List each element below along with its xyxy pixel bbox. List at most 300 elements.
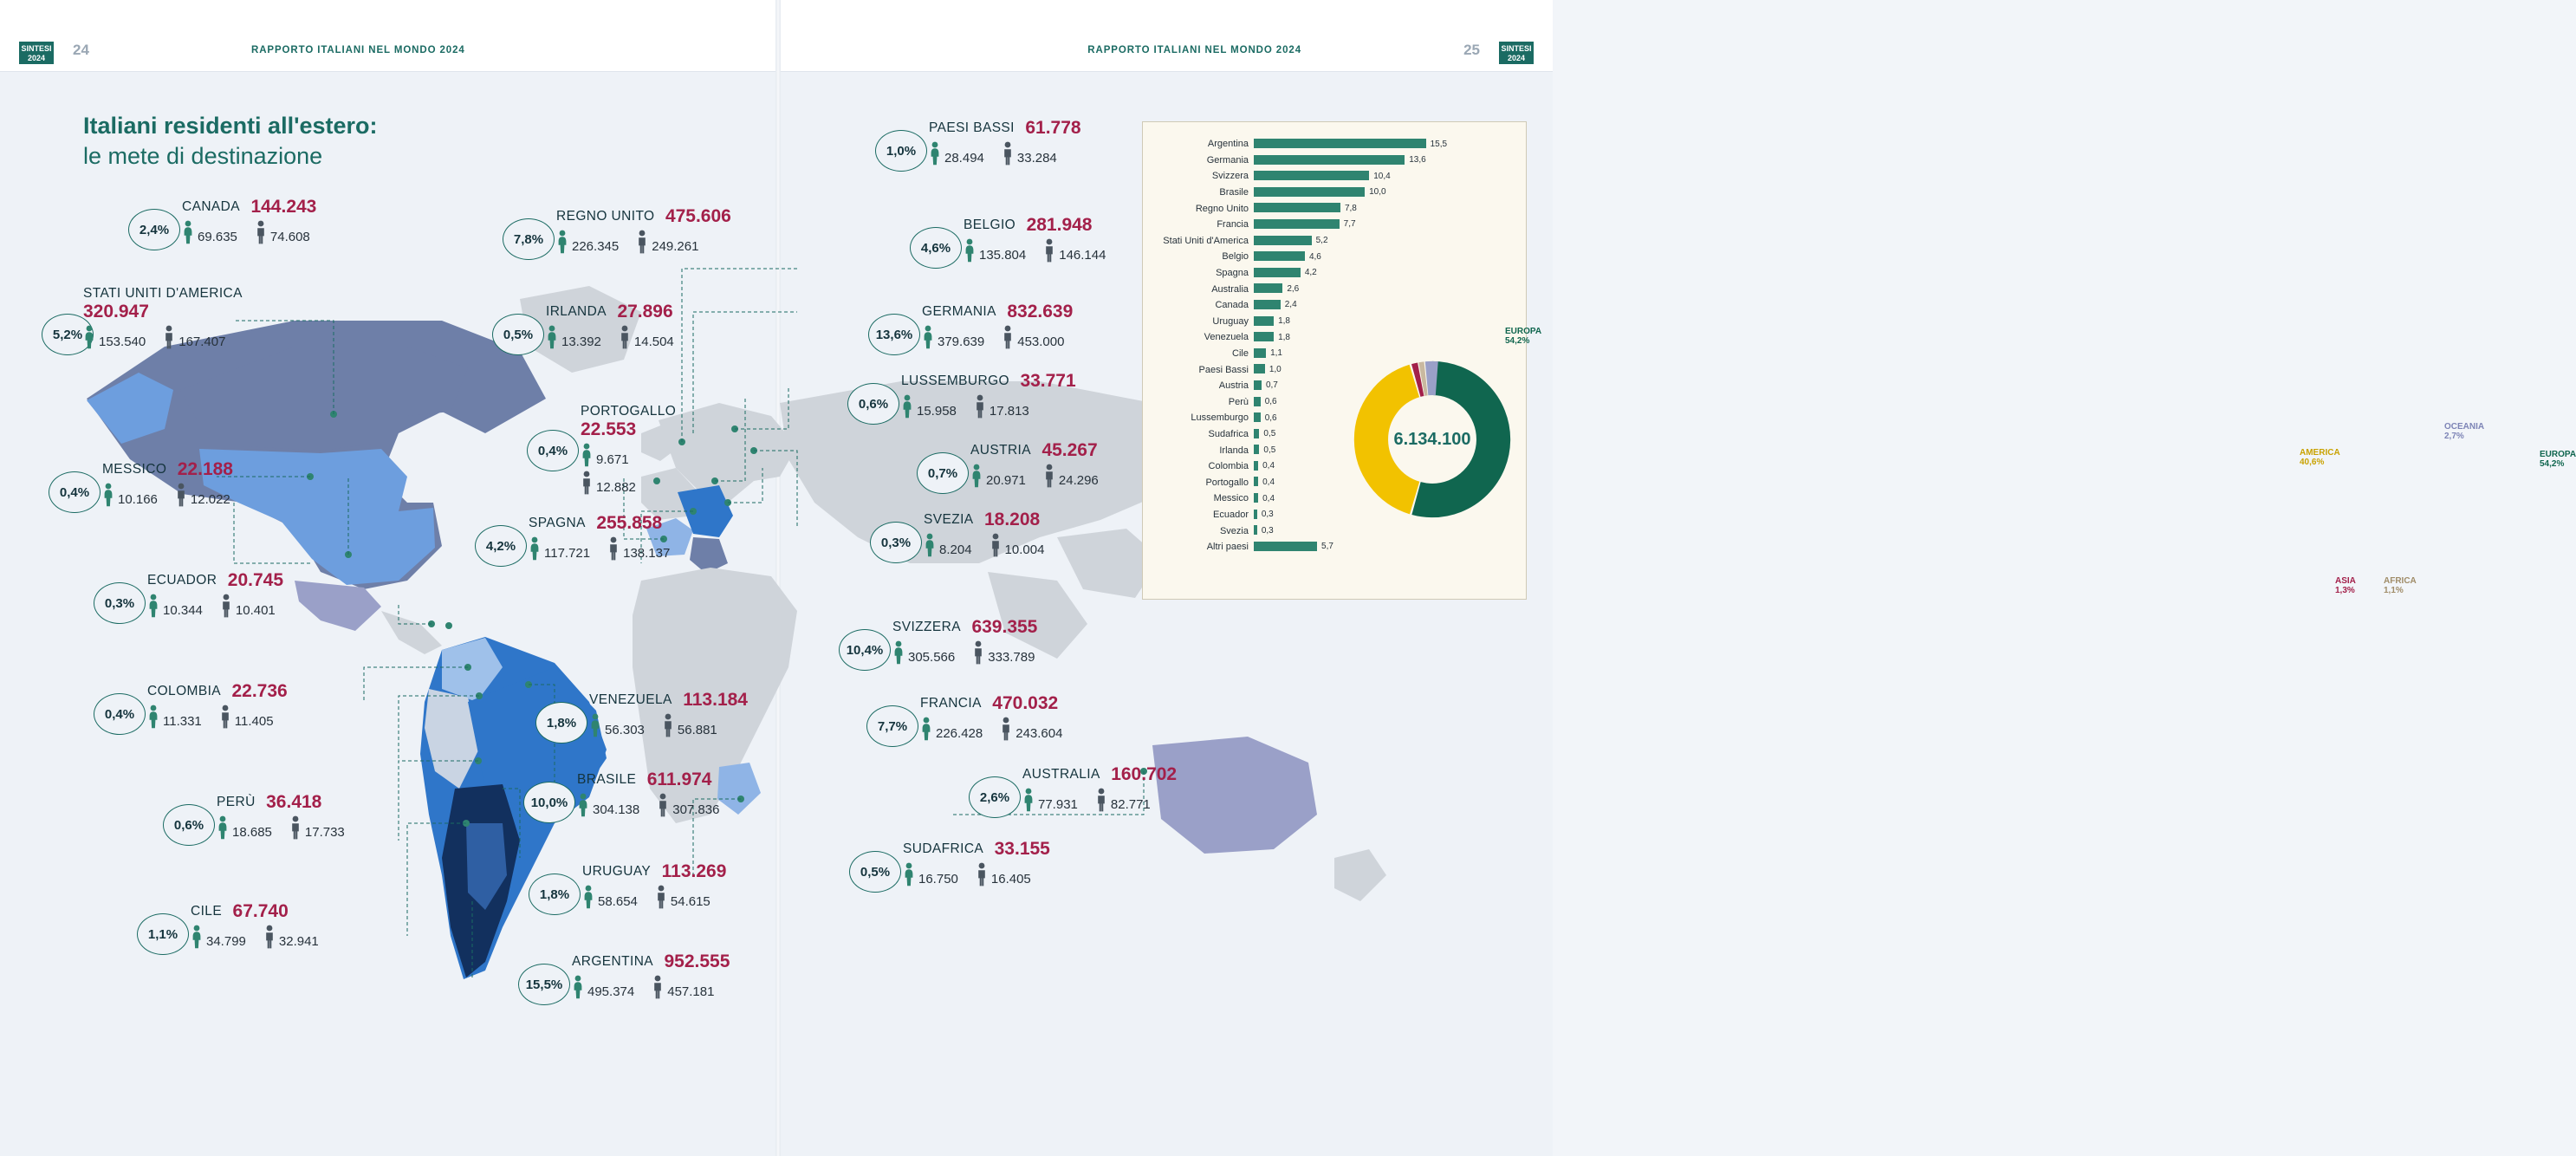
bar-value: 10,0 xyxy=(1369,187,1386,198)
bar-fill xyxy=(1254,300,1281,309)
bar-track xyxy=(1254,329,1519,346)
bar-row xyxy=(1155,233,1519,250)
callout-paesi-bassi-percent: 1,0% xyxy=(875,130,927,172)
bar-label: Venezuela xyxy=(1204,332,1249,343)
statistics-panel xyxy=(1142,121,2576,600)
callout-portogallo-total: 22.553 xyxy=(581,419,637,439)
bar-row xyxy=(1155,249,1519,265)
callout-canada-name: CANADA xyxy=(182,199,240,214)
bar-track xyxy=(1254,233,1519,250)
callout-sudafrica-men: 16.405 xyxy=(990,872,1031,886)
callout-lussemburgo-women: 15.958 xyxy=(917,404,957,419)
callout-svezia-men: 10.004 xyxy=(1004,542,1045,557)
man-icon xyxy=(1002,141,1014,166)
bar-fill xyxy=(1254,493,1258,503)
callout-portogallo-women: 9.671 xyxy=(596,452,629,467)
man-icon xyxy=(1000,717,1012,741)
callout-uruguay-women: 58.654 xyxy=(598,894,638,909)
callout-usa-women: 153.540 xyxy=(99,334,146,349)
callout-belgio-men: 146.144 xyxy=(1059,248,1106,263)
bar-track xyxy=(1254,297,1519,314)
bar-label: Canada xyxy=(1215,300,1249,311)
donut-label-africa xyxy=(2384,576,2417,595)
callout-australia-percent: 2,6% xyxy=(969,776,1021,818)
bar-value: 1,8 xyxy=(1278,316,1290,327)
logo-right-line2: 2024 xyxy=(1507,54,1526,62)
woman-icon xyxy=(182,220,194,244)
bar-fill xyxy=(1254,510,1257,519)
woman-icon xyxy=(191,925,203,949)
bar-label: Sudafrica xyxy=(1208,428,1249,439)
man-icon xyxy=(220,594,232,618)
bar-label: Lussemburgo xyxy=(1191,412,1249,424)
bar-value: 4,6 xyxy=(1308,251,1321,262)
callout-portogallo-percent: 0,4% xyxy=(527,430,579,471)
callout-lussemburgo-total: 33.771 xyxy=(1020,371,1076,391)
callout-australia-men: 82.771 xyxy=(1110,797,1151,812)
donut-label-oceania-name: OCEANIA xyxy=(2444,422,2485,432)
bar-label: Paesi Bassi xyxy=(1198,364,1249,375)
callout-cile-women: 34.799 xyxy=(206,934,246,949)
callout-colombia-name: COLOMBIA xyxy=(147,684,222,698)
bar-fill xyxy=(1254,412,1261,422)
man-icon xyxy=(255,220,267,244)
callout-irlanda-name: IRLANDA xyxy=(546,304,607,319)
bar-track xyxy=(1254,539,1519,555)
donut-total: 6.134.100 xyxy=(1393,429,1471,449)
callout-cile-percent: 1,1% xyxy=(137,913,189,955)
callout-uruguay-name: URUGUAY xyxy=(582,864,652,879)
callout-irlanda-percent: 0,5% xyxy=(492,314,544,355)
bar-fill xyxy=(1254,332,1274,341)
callout-usa-total: 320.947 xyxy=(83,302,149,321)
callout-cile-total: 67.740 xyxy=(232,901,289,921)
callout-peru-name: PERÙ xyxy=(217,795,256,809)
callout-colombia-men: 11.405 xyxy=(234,714,274,729)
bar-value: 0,5 xyxy=(1263,429,1276,439)
callout-paesi-bassi-men: 33.284 xyxy=(1016,151,1057,166)
bar-fill xyxy=(1254,348,1266,358)
callout-svizzera-name: SVIZZERA xyxy=(892,620,961,634)
callout-australia-women: 77.931 xyxy=(1038,797,1078,812)
page-number-right: 25 xyxy=(1463,42,1480,58)
bar-fill xyxy=(1254,542,1317,551)
callout-peru-percent: 0,6% xyxy=(163,804,215,846)
callout-francia-name: FRANCIA xyxy=(920,696,982,711)
bar-fill xyxy=(1254,364,1265,373)
callout-germania-total: 832.639 xyxy=(1007,302,1074,321)
callout-francia-men: 243.604 xyxy=(1015,726,1063,741)
bar-row xyxy=(1155,539,1519,555)
callout-argentina-percent: 15,5% xyxy=(518,964,570,1005)
callout-svezia-total: 18.208 xyxy=(983,510,1041,529)
callout-venezuela-name: VENEZUELA xyxy=(589,692,672,707)
bar-value: 4,2 xyxy=(1304,268,1317,278)
bar-row xyxy=(1155,217,1519,233)
woman-icon xyxy=(581,443,593,467)
page-title xyxy=(83,111,378,171)
bar-fill xyxy=(1254,461,1258,471)
man-icon xyxy=(219,705,231,729)
callout-messico-women: 10.166 xyxy=(118,492,158,507)
callout-spagna-percent: 4,2% xyxy=(475,525,527,567)
donut-label-oceania xyxy=(2444,422,2484,441)
bar-label: Regno Unito xyxy=(1195,203,1249,214)
donut-label-europa xyxy=(1505,327,1541,346)
callout-argentina-total: 952.555 xyxy=(664,951,730,971)
callout-sudafrica-percent: 0,5% xyxy=(849,851,901,893)
bar-track xyxy=(1254,523,1519,539)
bar-fill xyxy=(1254,445,1259,454)
callout-svezia-name: SVEZIA xyxy=(924,512,974,527)
bar-label: Belgio xyxy=(1222,251,1249,263)
bar-row xyxy=(1155,185,1519,201)
callout-svezia-women: 8.204 xyxy=(939,542,972,557)
woman-icon xyxy=(589,713,601,737)
bar-fill xyxy=(1254,187,1365,197)
continent-donut-chart xyxy=(1347,354,1517,524)
bar-label: Irlanda xyxy=(1219,445,1249,456)
bar-row xyxy=(1155,136,1519,153)
bar-fill xyxy=(1254,316,1274,326)
callout-spagna-women: 117.721 xyxy=(544,546,591,561)
callout-svizzera-women: 305.566 xyxy=(908,650,956,665)
logo-sintesi-left xyxy=(19,42,54,64)
bar-value: 15,5 xyxy=(1430,139,1448,149)
callout-austria-men: 24.296 xyxy=(1058,473,1099,488)
callout-belgio-women: 135.804 xyxy=(979,248,1027,263)
bar-fill xyxy=(1254,251,1305,261)
bar-track xyxy=(1254,314,1519,330)
bar-fill xyxy=(1254,397,1261,406)
callout-paesi-bassi-name: PAESI BASSI xyxy=(929,120,1015,135)
woman-icon xyxy=(922,325,934,349)
bar-label: Svezia xyxy=(1219,525,1249,536)
bar-row xyxy=(1155,265,1519,282)
man-icon xyxy=(972,640,984,665)
callout-sudafrica-total: 33.155 xyxy=(994,839,1050,859)
callout-brasile-women: 304.138 xyxy=(593,802,640,817)
woman-icon xyxy=(556,230,568,254)
callout-svizzera-percent: 10,4% xyxy=(839,629,891,671)
callout-venezuela-total: 113.184 xyxy=(683,690,748,710)
bar-track xyxy=(1254,217,1519,233)
donut-label-africa-value: 1,1% xyxy=(2384,586,2404,595)
bar-value: 2,4 xyxy=(1284,300,1297,310)
bar-fill xyxy=(1254,525,1257,535)
callout-usa-percent: 5,2% xyxy=(42,314,94,355)
bar-row xyxy=(1155,153,1519,169)
bar-label: Ecuador xyxy=(1213,509,1249,520)
man-icon xyxy=(655,885,667,909)
man-icon xyxy=(581,471,593,495)
woman-icon xyxy=(102,483,114,507)
bar-track xyxy=(1254,153,1519,169)
callout-venezuela-percent: 1,8% xyxy=(535,702,587,744)
bar-row xyxy=(1155,297,1519,314)
callout-germania-men: 453.000 xyxy=(1017,334,1065,349)
donut-label-europa-2 xyxy=(2540,450,2576,469)
man-icon xyxy=(1095,788,1107,812)
bar-fill xyxy=(1254,236,1312,245)
logo-sintesi-right xyxy=(1499,42,1534,64)
donut-label-america-name: AMERICA xyxy=(2300,448,2340,458)
donut-label-oceania-value: 2,7% xyxy=(2444,432,2464,441)
callout-sudafrica-women: 16.750 xyxy=(918,872,958,886)
man-icon xyxy=(636,230,648,254)
callout-colombia-percent: 0,4% xyxy=(94,693,146,735)
bar-label: Spagna xyxy=(1216,268,1249,279)
callout-brasile-total: 611.974 xyxy=(646,770,712,789)
bar-track xyxy=(1254,168,1519,185)
callout-venezuela-women: 56.303 xyxy=(605,723,645,737)
page-number-left: 24 xyxy=(73,42,89,58)
callout-portogallo-men: 12.882 xyxy=(596,480,636,495)
callout-argentina-name: ARGENTINA xyxy=(572,954,654,969)
callout-messico-name: MESSICO xyxy=(102,462,167,477)
donut-label-asia-name: ASIA xyxy=(2335,576,2356,586)
woman-icon xyxy=(901,394,913,419)
bar-value: 0,7 xyxy=(1265,380,1278,391)
bar-label: Stati Uniti d'America xyxy=(1163,235,1249,246)
woman-icon xyxy=(1022,788,1035,812)
donut-label-america xyxy=(2300,448,2340,467)
callout-messico-men: 12.022 xyxy=(190,492,230,507)
bar-row xyxy=(1155,314,1519,330)
bar-track xyxy=(1254,249,1519,265)
man-icon xyxy=(1002,325,1014,349)
callout-regno-unito-women: 226.345 xyxy=(572,239,620,254)
man-icon xyxy=(974,394,986,419)
callout-uruguay-percent: 1,8% xyxy=(529,873,581,915)
woman-icon xyxy=(572,975,584,999)
bar-value: 1,1 xyxy=(1270,348,1282,359)
man-icon xyxy=(657,793,669,817)
bar-label: Australia xyxy=(1211,283,1249,295)
callout-peru-men: 17.733 xyxy=(304,825,345,840)
callout-cile-men: 32.941 xyxy=(278,934,319,949)
callout-ecuador-women: 10.344 xyxy=(163,603,203,618)
man-icon xyxy=(607,536,620,561)
callout-regno-unito-percent: 7,8% xyxy=(503,218,555,260)
callout-canada-women: 69.635 xyxy=(198,230,237,244)
callout-australia-total: 160.702 xyxy=(1111,764,1178,784)
callout-ecuador-men: 10.401 xyxy=(235,603,276,618)
bar-fill xyxy=(1254,283,1282,293)
donut-label-asia xyxy=(2335,576,2356,595)
bar-value: 0,5 xyxy=(1263,445,1276,455)
bar-label: Argentina xyxy=(1207,139,1249,150)
bar-label: Uruguay xyxy=(1212,315,1249,327)
callout-belgio-name: BELGIO xyxy=(964,218,1016,232)
man-icon xyxy=(163,325,175,349)
callout-uruguay-total: 113.269 xyxy=(661,861,727,881)
bar-row xyxy=(1155,200,1519,217)
callout-peru-women: 18.685 xyxy=(232,825,272,840)
woman-icon xyxy=(83,325,95,349)
bar-value: 0,6 xyxy=(1264,412,1277,423)
bar-fill xyxy=(1254,203,1340,212)
bar-label: Svizzera xyxy=(1211,171,1249,182)
callout-germania-percent: 13,6% xyxy=(868,314,920,355)
callout-spagna-total: 255.858 xyxy=(596,513,663,533)
donut-label-europa-name: EUROPA xyxy=(1505,327,1542,336)
callout-lussemburgo-men: 17.813 xyxy=(989,404,1029,419)
page-title-line2: le mete di destinazione xyxy=(83,142,323,169)
logo-right-line1: SINTESI xyxy=(1501,44,1532,53)
running-head-right: RAPPORTO ITALIANI NEL MONDO 2024 xyxy=(1087,45,1301,55)
callout-paesi-bassi-women: 28.494 xyxy=(944,151,984,166)
bar-fill xyxy=(1254,171,1369,180)
callout-messico-percent: 0,4% xyxy=(49,471,101,513)
callout-peru-total: 36.418 xyxy=(266,792,322,812)
bar-label: Altri paesi xyxy=(1206,542,1249,553)
woman-icon xyxy=(147,594,159,618)
bar-value: 0,4 xyxy=(1262,477,1275,487)
bar-label: Germania xyxy=(1206,154,1249,166)
bar-row xyxy=(1155,281,1519,297)
callout-usa-name: STATI UNITI D'AMERICA xyxy=(83,286,243,301)
woman-icon xyxy=(970,464,983,488)
bar-label: Austria xyxy=(1218,380,1249,392)
callout-canada-percent: 2,4% xyxy=(128,209,180,250)
callout-sudafrica-name: SUDAFRICA xyxy=(903,841,984,856)
callout-ecuador-percent: 0,3% xyxy=(94,582,146,624)
callout-brasile-men: 307.836 xyxy=(672,802,720,817)
callout-usa-men: 167.407 xyxy=(178,334,226,349)
page-title-line1: Italiani residenti all'estero: xyxy=(83,113,378,139)
bar-value: 0,3 xyxy=(1261,525,1274,536)
callout-argentina-women: 495.374 xyxy=(587,984,635,999)
bar-value: 1,8 xyxy=(1278,332,1290,342)
callout-uruguay-men: 54.615 xyxy=(670,894,711,909)
callout-portogallo-name: PORTOGALLO xyxy=(581,404,677,419)
callout-francia-total: 470.032 xyxy=(992,693,1059,713)
callout-germania-women: 379.639 xyxy=(938,334,985,349)
bar-value: 10,4 xyxy=(1373,171,1391,181)
callout-canada-total: 144.243 xyxy=(250,197,317,217)
callout-svizzera-men: 333.789 xyxy=(988,650,1035,665)
callout-australia-name: AUSTRALIA xyxy=(1022,767,1100,782)
callout-brasile-name: BRASILE xyxy=(577,772,637,787)
callout-austria-total: 45.267 xyxy=(1041,440,1098,460)
donut-label-asia-value: 1,3% xyxy=(2335,586,2355,595)
callout-irlanda-men: 14.504 xyxy=(633,334,674,349)
callout-colombia-total: 22.736 xyxy=(231,681,288,701)
callout-paesi-bassi-total: 61.778 xyxy=(1025,118,1081,138)
donut-label-africa-name: AFRICA xyxy=(2384,576,2417,586)
bar-fill xyxy=(1254,155,1405,165)
man-icon xyxy=(289,815,302,840)
donut-label-europa-value: 54,2% xyxy=(1505,336,1530,346)
donut-label-europa2-value: 54,2% xyxy=(2540,459,2565,469)
woman-icon xyxy=(529,536,541,561)
bar-value: 0,4 xyxy=(1262,461,1275,471)
callout-ecuador-name: ECUADOR xyxy=(147,573,217,588)
donut-label-america-value: 40,6% xyxy=(2300,458,2325,467)
bar-label: Messico xyxy=(1213,493,1249,504)
man-icon xyxy=(1043,238,1055,263)
callout-irlanda-women: 13.392 xyxy=(561,334,601,349)
man-icon xyxy=(990,533,1002,557)
bar-label: Brasile xyxy=(1219,187,1249,198)
bar-fill xyxy=(1254,139,1426,148)
callout-spagna-men: 138.137 xyxy=(623,546,671,561)
callout-francia-percent: 7,7% xyxy=(866,705,918,747)
woman-icon xyxy=(147,705,159,729)
man-icon xyxy=(1043,464,1055,488)
bar-fill xyxy=(1254,268,1301,277)
bar-value: 7,7 xyxy=(1343,219,1356,230)
callout-regno-unito-men: 249.261 xyxy=(652,239,699,254)
man-icon xyxy=(652,975,664,999)
running-head-left: RAPPORTO ITALIANI NEL MONDO 2024 xyxy=(251,45,465,55)
bar-track xyxy=(1254,281,1519,297)
bar-label: Colombia xyxy=(1208,461,1249,472)
bar-track xyxy=(1254,185,1519,201)
woman-icon xyxy=(892,640,905,665)
bar-row xyxy=(1155,168,1519,185)
bar-row xyxy=(1155,329,1519,346)
bar-fill xyxy=(1254,219,1340,229)
callout-belgio-percent: 4,6% xyxy=(910,227,962,269)
callout-ecuador-total: 20.745 xyxy=(227,570,283,590)
callout-austria-name: AUSTRIA xyxy=(970,443,1031,458)
bar-fill xyxy=(1254,477,1258,486)
callout-lussemburgo-name: LUSSEMBURGO xyxy=(901,373,1009,388)
callout-colombia-women: 11.331 xyxy=(163,714,202,729)
man-icon xyxy=(662,713,674,737)
bar-track xyxy=(1254,200,1519,217)
callout-regno-unito-name: REGNO UNITO xyxy=(556,209,655,224)
bar-value: 13,6 xyxy=(1409,155,1426,166)
callout-francia-women: 226.428 xyxy=(936,726,983,741)
callout-svizzera-total: 639.355 xyxy=(971,617,1038,637)
logo-left-line1: SINTESI xyxy=(21,44,52,53)
bar-value: 0,4 xyxy=(1262,493,1275,503)
callout-cile-name: CILE xyxy=(191,904,223,919)
bar-track xyxy=(1254,265,1519,282)
callout-regno-unito-total: 475.606 xyxy=(665,206,731,226)
woman-icon xyxy=(546,325,558,349)
man-icon xyxy=(263,925,276,949)
woman-icon xyxy=(577,793,589,817)
woman-icon xyxy=(217,815,229,840)
woman-icon xyxy=(929,141,941,166)
callout-austria-women: 20.971 xyxy=(986,473,1026,488)
callout-venezuela-men: 56.881 xyxy=(677,723,717,737)
man-icon xyxy=(976,862,988,886)
bar-row xyxy=(1155,523,1519,539)
logo-left-line2: 2024 xyxy=(27,54,46,62)
callout-messico-total: 22.188 xyxy=(177,459,233,479)
man-icon xyxy=(619,325,631,349)
bar-value: 2,6 xyxy=(1287,283,1300,294)
bar-value: 1,0 xyxy=(1269,364,1282,374)
donut-label-europa2-name: EUROPA xyxy=(2540,450,2576,459)
bar-fill xyxy=(1254,380,1262,390)
bar-label: Perù xyxy=(1228,396,1249,407)
bar-track xyxy=(1254,136,1519,153)
man-icon xyxy=(175,483,187,507)
bar-value: 5,7 xyxy=(1321,542,1333,552)
woman-icon xyxy=(924,533,936,557)
callout-argentina-men: 457.181 xyxy=(667,984,715,999)
woman-icon xyxy=(920,717,932,741)
bar-label: Francia xyxy=(1217,219,1249,231)
bar-value: 7,8 xyxy=(1344,203,1357,213)
bar-value: 0,3 xyxy=(1261,510,1274,520)
